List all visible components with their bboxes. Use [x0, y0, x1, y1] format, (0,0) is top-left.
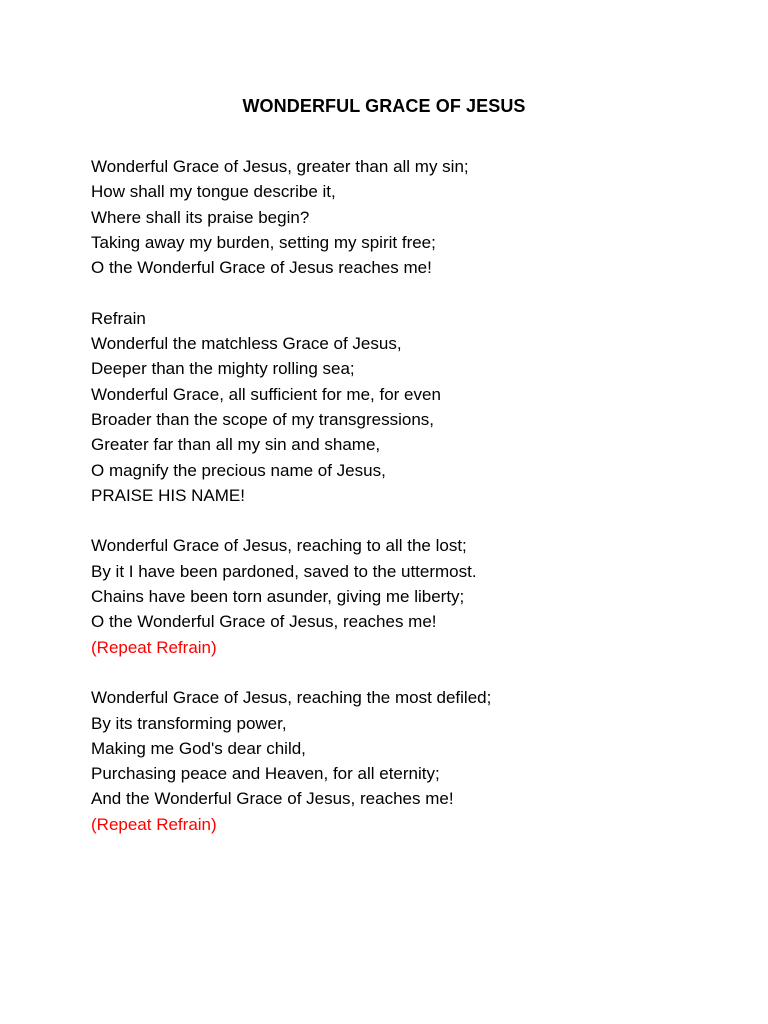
- lyric-line: By its transforming power,: [91, 713, 287, 733]
- lyric-line: Greater far than all my sin and shame,: [91, 435, 381, 455]
- lyric-line: Wonderful Grace of Jesus, reaching to all the lost;: [91, 536, 467, 556]
- lyric-line: O the Wonderful Grace of Jesus, reaches me!: [91, 612, 437, 632]
- verse-3: [91, 685, 731, 837]
- stanza-gap: [91, 508, 731, 533]
- song-title: WONDERFUL GRACE OF JESUS: [242, 96, 526, 116]
- lyric-line: Wonderful Grace of Jesus, greater than all my sin;: [91, 157, 469, 176]
- stanza-gap: [91, 660, 731, 685]
- refrain-heading: Refrain: [91, 308, 146, 328]
- lyric-line: And the Wonderful Grace of Jesus, reaches me!: [91, 789, 454, 809]
- stanza-gap: [91, 280, 731, 305]
- refrain: [91, 306, 731, 508]
- lyric-line: O magnify the precious name of Jesus,: [91, 460, 386, 480]
- lyric-line: O the Wonderful Grace of Jesus reaches me!: [91, 258, 432, 278]
- lyric-line: Making me God's dear child,: [91, 738, 306, 758]
- verse-2: [91, 533, 731, 659]
- lyric-line: Where shall its praise begin?: [91, 207, 310, 227]
- lyrics-body: [91, 154, 731, 837]
- lyric-line: Wonderful the matchless Grace of Jesus,: [91, 334, 402, 354]
- lyric-line: Purchasing peace and Heaven, for all eternity;: [91, 764, 440, 784]
- lyric-line: Chains have been torn asunder, giving me liberty;: [91, 587, 465, 607]
- repeat-refrain-note: (Repeat Refrain): [91, 637, 217, 657]
- lyric-line: Taking away my burden, setting my spirit free;: [91, 232, 436, 252]
- repeat-refrain-note: (Repeat Refrain): [91, 814, 217, 834]
- lyric-line: Wonderful Grace, all sufficient for me, for even: [91, 384, 441, 404]
- lyric-line: How shall my tongue describe it,: [91, 182, 336, 202]
- verse-1: [91, 154, 731, 280]
- lyric-line: Deeper than the mighty rolling sea;: [91, 359, 355, 379]
- lyric-line: By it I have been pardoned, saved to the uttermost.: [91, 561, 477, 581]
- lyric-line: PRAISE HIS NAME!: [91, 485, 245, 505]
- lyric-line: Broader than the scope of my transgressions,: [91, 409, 435, 429]
- lyric-line: Wonderful Grace of Jesus, reaching the most defiled;: [91, 688, 492, 708]
